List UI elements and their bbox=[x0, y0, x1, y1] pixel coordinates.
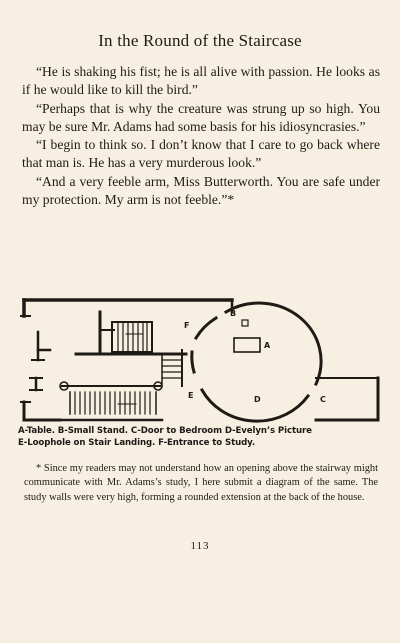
body-text bbox=[22, 63, 380, 209]
paragraph: “I begin to think so. I don’t know that I care to go back where that man is. He has a very murderous look.” bbox=[22, 137, 380, 171]
footnote bbox=[24, 462, 378, 505]
diagram-caption bbox=[18, 425, 384, 449]
label-b: B bbox=[230, 309, 237, 318]
running-head: In the Round of the Staircase bbox=[98, 31, 302, 50]
page-number: 113 bbox=[190, 540, 210, 552]
floor-plan-diagram bbox=[20, 292, 382, 424]
label-f: F bbox=[184, 321, 190, 330]
label-a: A bbox=[264, 341, 271, 350]
paragraph: “He is shaking his fist; he is all alive with passion. He looks as if he would like to kill the bird.” bbox=[22, 64, 380, 98]
paragraph: “And a very feeble arm, Miss Butterworth. You are safe under my protection. My arm is not feeble.”* bbox=[22, 173, 380, 208]
paragraph: “Perhaps that is why the creature was strung up so high. You may be sure Mr. Adams had some basis for his idiosyncrasies.” bbox=[22, 100, 380, 134]
label-d: D bbox=[254, 395, 261, 404]
label-e: E bbox=[188, 391, 194, 400]
caption-line: E-Loophole on Stair Landing. F-Entrance to Study. bbox=[18, 438, 256, 448]
footnote-text: * Since my readers may not understand how an opening above the stairway might communicate with Mr. Adams’s study, I here submit a diagram of the same. The study walls were very high, forming a rounded extension at the back of the house. bbox=[24, 463, 378, 503]
caption-line: A-Table. B-Small Stand. C-Door to Bedroom D-Evelyn’s Picture bbox=[18, 426, 312, 436]
label-c: C bbox=[320, 395, 326, 404]
